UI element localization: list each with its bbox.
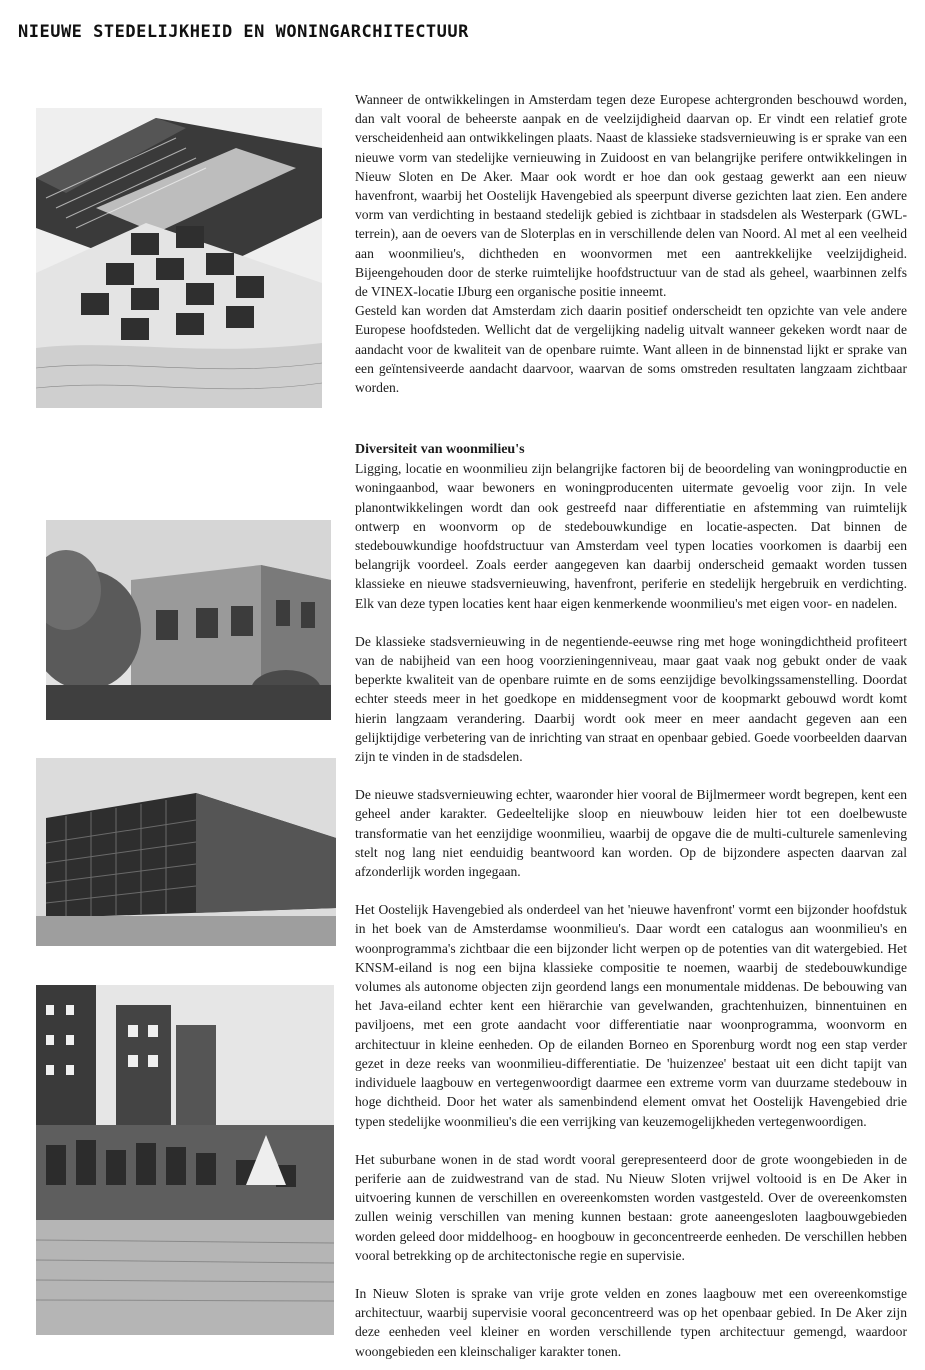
- section-diversiteit: [355, 440, 907, 1361]
- section-paragraph-1: Ligging, locatie en woonmilieu zijn belangrijke factoren bij de beoordeling van woningproductie en woningaanbod, waar bewoners en woningproducenten uitermate gevoelig voor zijn. In vele planontwikkelingen wordt dan ook gestreefd naar differentiatie en afstemming van ruimtelijk ontwerp en woonvorm op de stedebouwkundige en locatie-aspecten. Dat binnen de stedebouwkundige hoofdstructuur van Amsterdam veel typen locaties voorkomen is daarbij een belangrijk voordeel. Zoals eerder aangegeven kan daarbij onderscheid gemaakt worden tussen klassieke en nieuwe stadsvernieuwing, havenfront, periferie en stedelijk hergebruik en verdichting. Elk van deze typen locaties kent haar eigen kenmerkende woonmilieu's met eigen voor- en nadelen.: [355, 461, 907, 611]
- section-paragraph-2: De klassieke stadsvernieuwing in de negentiende-eeuwse ring met hoge woningdichtheid profiteert van de nabijheid van een hoog voorzieningenniveau, maar gaat vaak nog gebukt onder de vaak beperkte kwaliteit van de openbare ruimte en de soms eenzijdige bevolkingssamenstelling. Doordat echter steeds meer in het goedkope en middensegment voor de koopmarkt gebouwd wordt komt hierin langzaam verandering. Daarbij wordt ook meer en meer aandacht gegeven aan een gelijktijdige verbetering van de inrichting van straat en openbaar gebied. Goede voorbeelden daarvan zijn te vinden in de stadsdelen.: [355, 633, 907, 765]
- apartment-block-photo-image: [36, 758, 336, 946]
- intro-paragraph-2: Gesteld kan worden dat Amsterdam zich daarin positief onderscheidt ten opzichte van vele andere Europese hoofdsteden. Wellicht dat de vergelijking nadelig uitvalt wanneer gekeken wordt naar de aandacht voor de kwaliteit van de openbare ruimte. Want alleen in de binnenstad lijkt er sprake van een geïntensiveerde aandacht daarvoor, waarvan de soms omstreden resultaten langzaam zichtbaar worden.: [355, 303, 907, 396]
- harbour-housing-photo-image: [36, 985, 334, 1335]
- section-paragraph-5: Het suburbane wonen in de stad wordt vooral gerepresenteerd door de grote woongebieden in de periferie aan de zuidwestrand van de stad. Nu Nieuw Sloten vrijwel voltooid is en De Aker in uitvoering kunnen de verschillen en overeenkomsten worden vastgesteld. Over de overeenkomsten zullen weinig verschillen van mening kunnen bestaan: grote aaneengesloten laagbouwgebieden worden geleed door middelhoog- en hoogbouw in geconcentreerde eenheden. De verschillen hebben vooral betrekking op de architectonische regie en supervisie.: [355, 1151, 907, 1263]
- section-paragraph-6: In Nieuw Sloten is sprake van vrije grote velden en zones laagbouw met een overeenkomstige architectuur, waarbij supervisie vooral geconcentreerd was op het openbaar gebied. In De Aker zijn deze eenheden veel kleiner en worden verschillende typen architectuur gemengd, waardoor woongebieden een kleinschaliger karakter tonen.: [355, 1285, 907, 1359]
- section-heading: Diversiteit van woonmilieu's: [355, 442, 525, 457]
- intro-text: [355, 90, 907, 397]
- section-paragraph-3: De nieuwe stadsvernieuwing echter, waaronder hier vooral de Bijlmermeer wordt begrepen, kent een geheel ander karakter. Gedeeltelijke sloop en nieuwbouw leiden hier tot een doelbewuste transformatie van het eenzijdige woonmilieu, waarbij de opgave die de multi-culturele samenleving stelt nog lang niet eenduidig beantwoord kan worden. Op de bijzondere aspecten daarvan zal afzonderlijk worden ingegaan.: [355, 787, 907, 880]
- aerial-drawing-image: [36, 108, 322, 408]
- page-title: NIEUWE STEDELIJKHEID EN WONINGARCHITECTUUR: [18, 22, 469, 42]
- building-photo-image: [46, 520, 331, 720]
- intro-paragraph-1: Wanneer de ontwikkelingen in Amsterdam tegen deze Europese achtergronden beschouwd worden, dan valt vooral de beheerste aanpak en de veelzijdigheid daarvan op. Er vindt een relatief grote verscheidenheid aan ontwikkelingen plaats. Naast de klassieke stadsvernieuwing is er sprake van een nieuwe vorm van stedelijke vernieuwing in Zuidoost en van belangrijke perifere ontwikkelingen in Nieuw Sloten en De Aker. Maar ook wordt er hoe dan ook gestaag gewerkt aan een nieuw havenfront, waarbij het Oostelijk Havengebied als speerpunt diverse gezichten laat zien. Een andere vorm van verdichting in bestaand stedelijk gebied is zichtbaar in stadsdelen als Westerpark (GWL-terrein), aan de oevers van de Sloterplas en in verschillende delen van Noord. Al met al een veelheid aan woonmilieu's, dichtheden en woonvormen met een aantrekkelijke veelzijdigheid. Bijeengehouden door de sterke ruimtelijke hoofdstructuur van de stad als geheel, waarbinnen zelfs de VINEX-locatie IJburg een organische positie inneemt.: [355, 92, 907, 300]
- section-paragraph-4: Het Oostelijk Havengebied als onderdeel van het 'nieuwe havenfront' vormt een bijzonder hoofdstuk in het boek van de Amsterdamse woonmilieu's. Daar wordt een catalogus aan woonmilieu's en woonprogramma's zichtbaar die een bijzonder licht werpen op de potenties van dit watergebied. Het KNSM-eiland is nog een bijna klassieke compositie te noemen, waarbij de stedebouwkundige volumes als autonome objecten zijn geordend langs een monumentale middenas. De bebouwing van het Java-eiland echter kent een hiërarchie van gevelwanden, grachtenhuizen, binnentuinen en paviljoens, met een grote aandacht voor differentiatie naar woonprogramma, woonvorm en architectuur in kleine eenheden. Op de eilanden Borneo en Sporenburg wordt nog een stap verder gezet in deze reeks van woonmilieu-differentiatie. De 'huizenzee' bestaat uit een dicht tapijt van individuele laagbouw en vertegenwoordigt daarmee een extreme vorm van duurzame stedebouw in hoge dichtheid. Door het water als samenbindend element omvat het Oostelijk Havengebied drie typen stedelijke woonmilieu's die een verrijking van keuzemogelijkheden vertegenwoordigen.: [355, 902, 907, 1129]
